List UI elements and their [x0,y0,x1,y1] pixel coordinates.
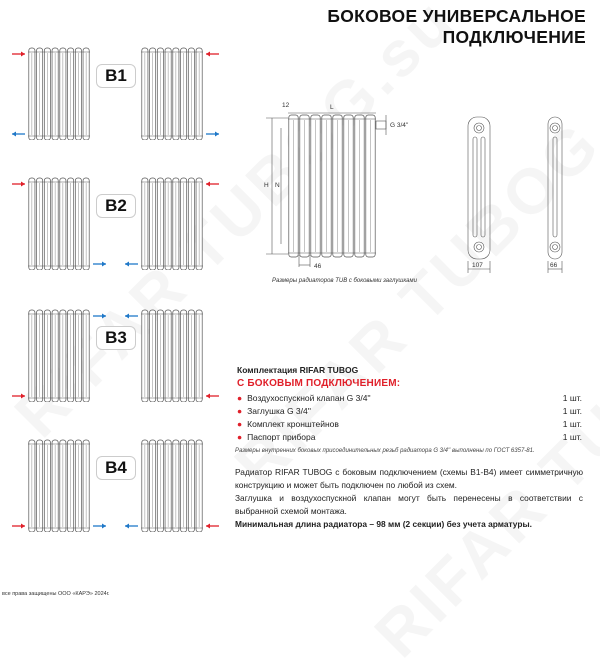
kit-item-qty: 1 шт. [562,393,582,403]
kit-item-qty: 1 шт. [562,419,582,429]
scheme-b1 [0,30,230,140]
drawing-caption: Размеры радиаторов TUB с боковыми заглушками [272,278,417,284]
copyright: все права защищены ООО «КАРЭ» 2024г. [2,591,110,597]
radiator-left [28,48,90,140]
kit-title: Комплектация RIFAR TUBOG [237,365,359,375]
supply-arrowhead-icon [206,524,210,529]
dim-H-label: H [264,182,269,189]
supply-arrowhead-icon [21,394,25,399]
dimension-drawing [250,95,600,280]
kit-item-qty: 1 шт. [562,406,582,416]
kit-subtitle: С БОКОВЫМ ПОДКЛЮЧЕНИЕМ: [237,378,401,389]
return-arrowhead-icon [125,314,129,319]
kit-item [237,393,582,403]
radiator-right [141,440,203,532]
return-arrowhead-icon [102,262,106,267]
title-line-2: ПОДКЛЮЧЕНИЕ [442,27,586,47]
supply-arrowhead-icon [21,182,25,187]
return-arrowhead-icon [215,132,219,137]
thread-label: G 3/4'' [390,122,409,129]
description-p3: Минимальная длина радиатора – 98 мм (2 секции) без учета арматуры. [235,519,532,529]
dim-66-label: 66 [550,262,558,269]
kit-item [237,419,582,429]
scheme-b2 [0,160,230,270]
bullet-icon: ● [237,406,243,416]
scheme-label: B2 [96,194,136,218]
kit-item-qty: 1 шт. [562,432,582,442]
supply-arrowhead-icon [21,524,25,529]
kit-item-name: Заглушка G 3/4'' [247,406,311,416]
title-line-1: БОКОВОЕ УНИВЕРСАЛЬНОЕ [327,6,586,26]
radiator-right [141,310,203,402]
supply-arrowhead-icon [206,52,210,57]
radiator-side-view-2-column [548,117,562,273]
radiator-right [141,48,203,140]
bullet-icon: ● [237,432,243,442]
bullet-icon: ● [237,393,243,403]
scheme-label: B3 [96,326,136,350]
return-arrowhead-icon [102,524,106,529]
radiator-left [28,178,90,270]
return-arrowhead-icon [102,314,106,319]
dim-46-label: 46 [314,263,322,270]
radiator-left [28,310,90,402]
kit-item-name: Комплект кронштейнов [247,419,339,429]
kit-item [237,432,582,442]
supply-arrowhead-icon [206,182,210,187]
scheme-label: B1 [96,64,136,88]
scheme-label: B4 [96,456,136,480]
dim-107-label: 107 [472,262,483,269]
dim-12-label: 12 [282,102,290,109]
kit-item-name: Паспорт прибора [247,432,316,442]
dim-N-label: N [275,182,280,189]
scheme-b3 [0,292,230,402]
radiator-front-view [288,115,376,257]
radiator-left [28,440,90,532]
return-arrowhead-icon [125,524,129,529]
radiator-right [141,178,203,270]
bullet-icon: ● [237,419,243,429]
scheme-b4 [0,422,230,532]
page-title [327,6,586,48]
thread-note: Размеры внутренних боковых присоединительных резьб радиатора G 3/4'' выполнены по ГОСТ 6357-81. [235,448,535,454]
return-arrowhead-icon [125,262,129,267]
supply-arrowhead-icon [21,52,25,57]
description-p2: Заглушка и воздухоспускной клапан могут быть перенесены в соответствии с выбранной схемой монтажа. [235,493,583,516]
radiator-side-view-3-column [468,117,490,273]
kit-item [237,406,582,416]
dim-L-label: L [330,104,334,111]
description-p1: Радиатор RIFAR TUBOG с боковым подключением (схемы В1-В4) имеет симметричную конструкцию и может быть подключен по любой из схем. [235,467,583,490]
kit-item-name: Воздухоспускной клапан G 3/4'' [247,393,371,403]
thread-fitting [376,121,386,129]
return-arrowhead-icon [12,132,16,137]
supply-arrowhead-icon [206,394,210,399]
